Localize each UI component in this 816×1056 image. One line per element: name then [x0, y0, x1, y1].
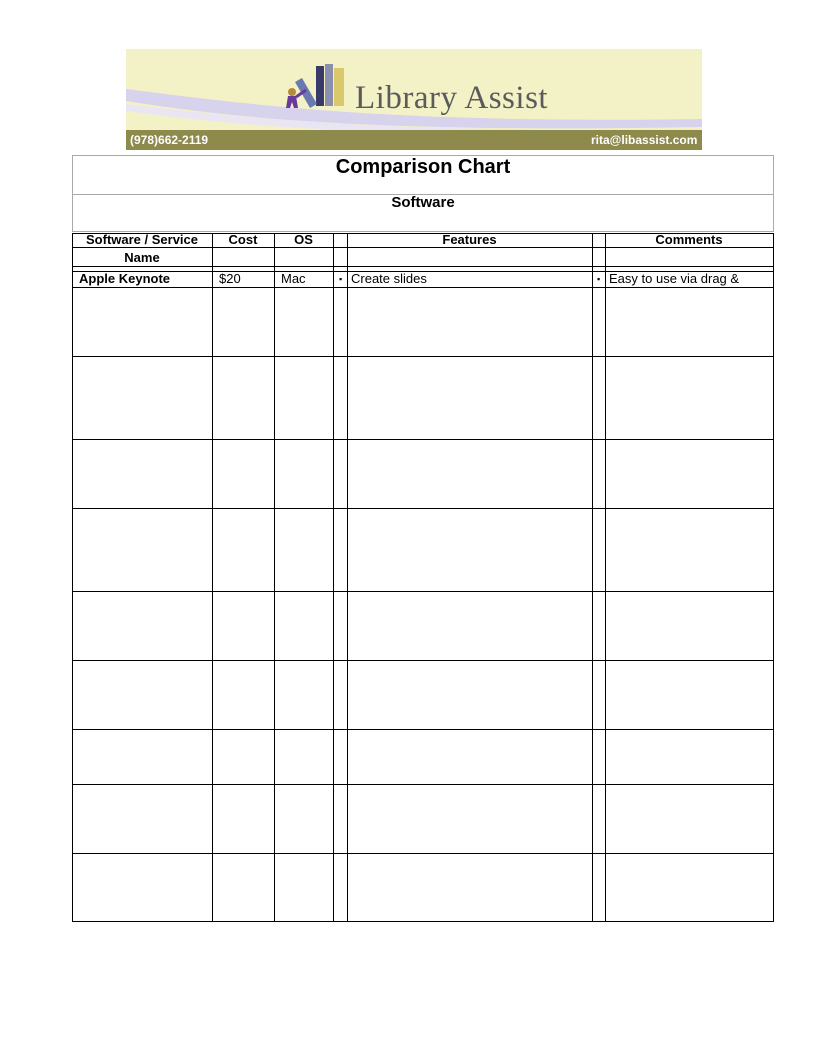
page-title: Comparison Chart — [335, 156, 511, 178]
table-border — [72, 356, 774, 357]
table-border — [72, 729, 774, 730]
table-border — [347, 233, 348, 922]
table-border — [72, 784, 774, 785]
header-os: OS — [294, 232, 313, 247]
header-software-name-line1: Software / Service — [86, 232, 198, 247]
table-border — [605, 233, 606, 922]
table-border — [72, 921, 774, 922]
banner-brand-name: Library Assist — [355, 80, 549, 116]
table-border — [274, 233, 275, 922]
header-features: Features — [442, 232, 497, 247]
table-border — [592, 233, 593, 922]
header-software-name-line2: Name — [124, 250, 160, 265]
table-border — [333, 233, 334, 922]
table-border — [72, 508, 774, 509]
row-1-cost: $20 — [219, 271, 241, 286]
banner-phone: (978)662-2119 — [130, 133, 209, 147]
header-comments: Comments — [655, 232, 723, 247]
table-border — [72, 247, 774, 248]
row-1-name: Apple Keynote — [79, 271, 171, 286]
table-border — [773, 233, 774, 922]
table-border — [72, 266, 774, 267]
page-subtitle: Software — [391, 194, 455, 211]
row-1-features-bullet-icon: ▪ — [339, 274, 343, 284]
table-border — [72, 287, 774, 288]
table-border — [72, 439, 774, 440]
row-1-comments-bullet-icon: ▪ — [597, 274, 601, 284]
header-cost: Cost — [228, 232, 258, 247]
banner-email: rita@libassist.com — [591, 133, 698, 147]
row-1-comments: Easy to use via drag & — [609, 271, 740, 286]
table-border — [72, 660, 774, 661]
table-border — [72, 853, 774, 854]
table-border — [72, 591, 774, 592]
row-1-features: Create slides — [351, 271, 427, 286]
table-border — [72, 233, 73, 922]
row-1-os: Mac — [281, 271, 306, 286]
table-border — [212, 233, 213, 922]
